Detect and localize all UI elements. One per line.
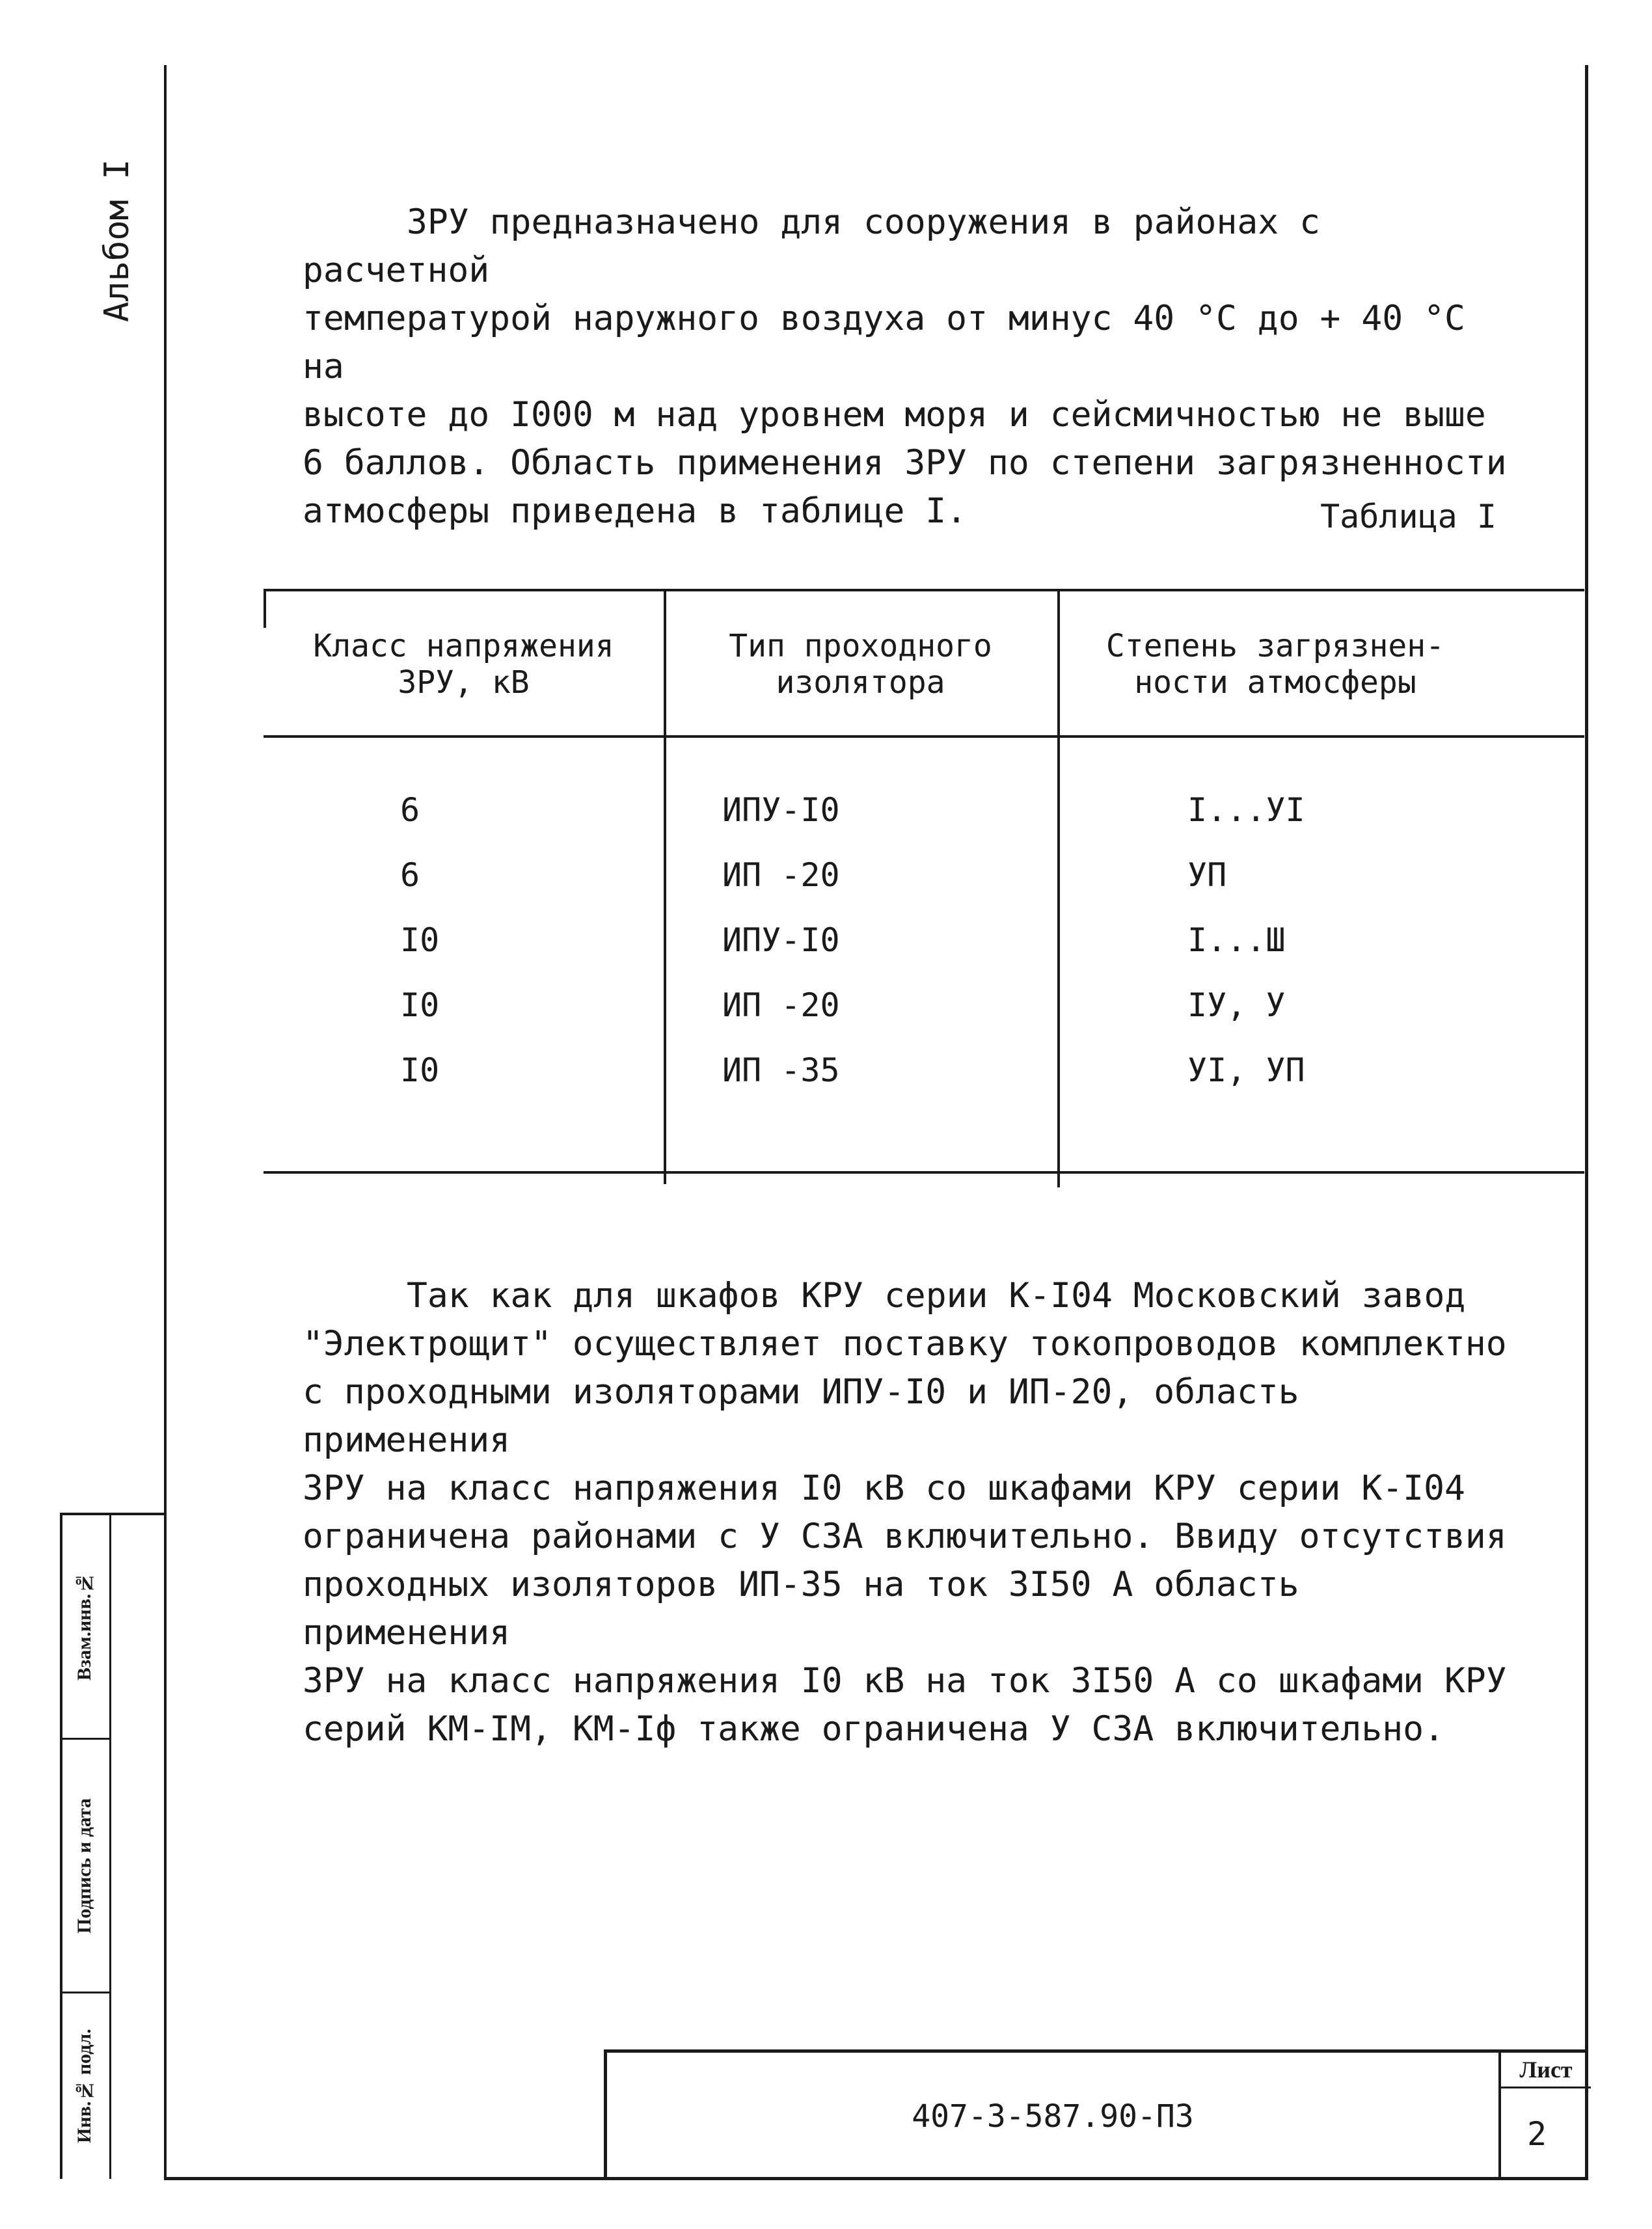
table-header-insulator-type: Тип проходного изолятора [729,628,992,701]
table-cell: IУ, У [1187,986,1286,1024]
table-cell: ИП -20 [722,986,840,1024]
body-line: с проходными изоляторами ИПУ-I0 и ИП-20, область применения [303,1372,1299,1460]
body-line: "Электрощит" осуществляет поставку токопроводов комплектно [303,1324,1507,1364]
side-stamp-divider [109,1515,111,2179]
sheet-column [1498,2053,1591,2180]
table-cell: ИПУ-I0 [722,921,840,959]
side-stamp-exchange-inv: Взам.инв.№ [74,1572,95,1681]
table-cell: 6 [400,856,420,894]
side-stamp-signature-cell [62,1740,109,1993]
sheet-number: 2 [1527,2115,1547,2153]
album-label: Альбом I [98,159,137,323]
side-stamp-original-inv: Инв.№ подл. [74,2029,95,2144]
table-bottom-rule [264,1171,1584,1174]
table-cell: УI, УП [1187,1051,1305,1089]
side-stamp [60,1513,164,2179]
table-left-tick [264,589,266,628]
side-stamp-original-cell [62,1993,109,2179]
intro-paragraph [303,198,1519,535]
frame-right-border [1585,65,1588,2180]
table-cell: УП [1187,856,1227,894]
document-code: 407-3-587.90-ПЗ [912,2098,1194,2135]
body-line: ЗРУ на класс напряжения I0 кВ со шкафами КРУ серии К-I04 [303,1468,1465,1508]
table-cell: ИПУ-I0 [722,791,840,829]
table-cell: 6 [400,791,420,829]
table-cell: I0 [400,1051,440,1089]
body-line: проходных изоляторов ИП-35 на ток 3I50 А область применения [303,1565,1299,1653]
table-cell: ИП -20 [722,856,840,894]
table-cell: ИП -35 [722,1051,840,1089]
table-top-rule [264,589,1584,591]
intro-line: ЗРУ предназначено для сооружения в районах с расчетной [303,202,1320,290]
body-paragraph [303,1272,1519,1753]
body-line: серий КМ-IМ, КМ-Iф также ограничена У СЗА включительно. [303,1709,1444,1749]
table-cell: I0 [400,986,440,1024]
table-cell: I...Ш [1187,921,1286,959]
table-cell: I0 [400,921,440,959]
body-line: Так как для шкафов КРУ серии К-I04 Московский завод [407,1276,1466,1316]
sheet-label: Лист [1501,2053,1591,2088]
side-stamp-signature-date: Подпись и дата [74,1798,95,1934]
body-line: ограничена районами с У СЗА включительно. Ввиду отсутствия [303,1517,1507,1556]
table-header-pollution-degree: Степень загрязнен- ности атмосферы [1105,628,1445,701]
insulator-table [264,589,1584,1187]
intro-line: 6 баллов. Область применения ЗРУ по степени загрязненности [303,443,1507,483]
table-header-voltage-class: Класс напряжения ЗРУ, кВ [313,628,614,701]
intro-line: высоте до I000 м над уровнем моря и сейсмичностью не выше [303,395,1486,435]
title-block [604,2049,1588,2180]
intro-line: атмосферы приведена в таблице I. [303,491,968,531]
intro-line: температурой наружного воздуха от минус 40 °С до + 40 °С на [303,299,1465,386]
body-line: ЗРУ на класс напряжения I0 кВ на ток 3I50 А со шкафами КРУ [303,1661,1507,1701]
table-cell: I...УI [1187,791,1305,829]
table-header-rule [264,735,1584,738]
side-stamp-exchange-cell [62,1515,109,1740]
table-caption: Таблица I [1320,498,1496,535]
frame-left-border [164,65,167,2180]
